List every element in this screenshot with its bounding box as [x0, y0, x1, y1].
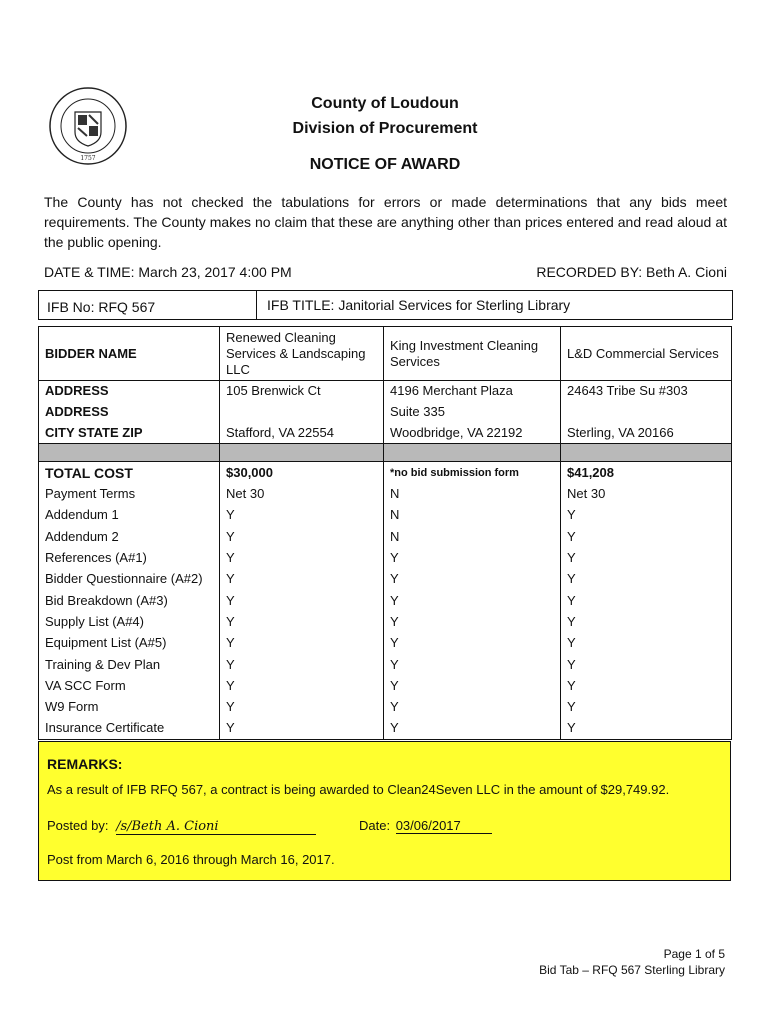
table-row	[39, 675, 732, 696]
separator	[39, 444, 220, 462]
criteria-label: Supply List (A#4)	[39, 611, 220, 632]
criteria-value: Y	[561, 633, 732, 654]
criteria-value: N	[384, 505, 561, 526]
bidder-name: L&D Commercial Services	[561, 327, 732, 381]
criteria-value: Y	[220, 547, 384, 568]
table-row	[39, 423, 732, 444]
criteria-label: Training & Dev Plan	[39, 654, 220, 675]
address-value: 24643 Tribe Su #303	[561, 381, 732, 402]
total-cost-value: *no bid submission form	[384, 462, 561, 484]
criteria-value: Net 30	[561, 484, 732, 505]
criteria-value: Y	[384, 654, 561, 675]
seal-year: 1757	[80, 155, 96, 162]
table-row	[39, 484, 732, 505]
criteria-value: Y	[384, 569, 561, 590]
table-row	[39, 327, 732, 381]
criteria-label: VA SCC Form	[39, 675, 220, 696]
criteria-value: Net 30	[220, 484, 384, 505]
bidder-name: King Investment Cleaning Services	[384, 327, 561, 381]
criteria-value: Y	[220, 718, 384, 739]
signature: /s/Beth A. Cioni	[116, 819, 219, 834]
criteria-value: Y	[561, 569, 732, 590]
criteria-value: Y	[561, 718, 732, 739]
criteria-label: Insurance Certificate	[39, 718, 220, 739]
intro-paragraph: The County has not checked the tabulations for errors or made determinations that any bids meet requirements. The County makes no claim that these are anything other than prices entered and read aloud at the public opening.	[44, 194, 727, 250]
criteria-label: References (A#1)	[39, 547, 220, 568]
posted-by-label: Posted by:	[47, 818, 109, 833]
criteria-value: Y	[561, 505, 732, 526]
criteria-value: Y	[561, 675, 732, 696]
criteria-value: N	[384, 526, 561, 547]
table-row	[39, 633, 732, 654]
criteria-value: Y	[384, 696, 561, 717]
bidder-name-header: BIDDER NAME	[39, 327, 220, 381]
criteria-value: Y	[384, 590, 561, 611]
remarks-box: REMARKS: As a result of IFB RFQ 567, a contract is being awarded to Clean24Seven LLC in the amount of $29,749.92. Posted by: /s/Beth A. Cioni Date: 03/06/2017 Post from March 6, 2016 through March 16, 2017.	[38, 741, 731, 881]
criteria-value: Y	[384, 611, 561, 632]
county-seal	[48, 86, 128, 166]
total-cost-value: $41,208	[561, 462, 732, 484]
separator	[384, 444, 561, 462]
criteria-value: Y	[220, 654, 384, 675]
table-row	[39, 611, 732, 632]
criteria-label: Addendum 2	[39, 526, 220, 547]
table-row	[39, 381, 732, 402]
table-row	[39, 402, 732, 423]
criteria-value: N	[384, 484, 561, 505]
table-row	[39, 526, 732, 547]
criteria-value: Y	[561, 590, 732, 611]
criteria-value: Y	[220, 505, 384, 526]
address-value: 4196 Merchant Plaza	[384, 381, 561, 402]
table-row	[39, 505, 732, 526]
date-value: 03/06/2017	[396, 818, 492, 834]
criteria-value: Y	[384, 718, 561, 739]
criteria-label: Equipment List (A#5)	[39, 633, 220, 654]
address-label: ADDRESS	[39, 402, 220, 423]
org-name: County of Loudoun	[311, 95, 459, 112]
ifb-box	[38, 290, 733, 320]
criteria-value: Y	[220, 633, 384, 654]
table-row	[39, 718, 732, 739]
total-cost-label: TOTAL COST	[39, 462, 220, 484]
separator	[561, 444, 732, 462]
division-name: Division of Procurement	[292, 120, 478, 137]
criteria-value: Y	[220, 590, 384, 611]
criteria-label: Addendum 1	[39, 505, 220, 526]
footer	[539, 946, 725, 978]
recorded-by: RECORDED BY: Beth A. Cioni	[536, 264, 727, 280]
address-value: 105 Brenwick Ct	[220, 381, 384, 402]
address-label: CITY STATE ZIP	[39, 423, 220, 444]
address-value: Suite 335	[384, 402, 561, 423]
address-value	[220, 402, 384, 423]
table-row	[39, 654, 732, 675]
table-row	[39, 462, 732, 484]
criteria-label: W9 Form	[39, 696, 220, 717]
table-row	[39, 569, 732, 590]
date-label: Date:	[359, 818, 391, 833]
criteria-value: Y	[384, 675, 561, 696]
criteria-value: Y	[220, 526, 384, 547]
criteria-value: Y	[561, 654, 732, 675]
criteria-value: Y	[384, 547, 561, 568]
total-cost-value: $30,000	[220, 462, 384, 484]
criteria-value: Y	[220, 696, 384, 717]
table-row	[39, 547, 732, 568]
remarks-title: REMARKS	[47, 756, 118, 772]
address-label: ADDRESS	[39, 381, 220, 402]
table-row	[39, 696, 732, 717]
page-number: Page 1 of 5	[663, 947, 725, 961]
bid-table	[38, 326, 732, 740]
criteria-value: Y	[384, 633, 561, 654]
separator	[220, 444, 384, 462]
criteria-label: Bid Breakdown (A#3)	[39, 590, 220, 611]
criteria-value: Y	[561, 547, 732, 568]
address-value: Woodbridge, VA 22192	[384, 423, 561, 444]
remarks-text: As a result of IFB RFQ 567, a contract is being awarded to Clean24Seven LLC in the amount of $29,749.92.	[47, 782, 670, 797]
criteria-value: Y	[561, 526, 732, 547]
criteria-value: Y	[220, 611, 384, 632]
page-title: NOTICE OF AWARD	[309, 156, 461, 173]
ifb-number: IFB No: RFQ 567	[47, 299, 156, 315]
address-value: Sterling, VA 20166	[561, 423, 732, 444]
ifb-title: IFB TITLE: Janitorial Services for Sterling Library	[267, 297, 571, 313]
address-value	[561, 402, 732, 423]
address-value: Stafford, VA 22554	[220, 423, 384, 444]
bidder-name: Renewed Cleaning Services & Landscaping LLC	[220, 327, 384, 381]
post-period: Post from March 6, 2016 through March 16, 2017.	[47, 852, 335, 867]
table-row	[39, 590, 732, 611]
table-row	[39, 444, 732, 462]
criteria-value: Y	[561, 611, 732, 632]
criteria-value: Y	[220, 675, 384, 696]
doc-name: Bid Tab – RFQ 567 Sterling Library	[539, 963, 725, 977]
criteria-value: Y	[220, 569, 384, 590]
criteria-label: Payment Terms	[39, 484, 220, 505]
date-time: DATE & TIME: March 23, 2017 4:00 PM	[44, 264, 292, 280]
criteria-label: Bidder Questionnaire (A#2)	[39, 569, 220, 590]
criteria-value: Y	[561, 696, 732, 717]
